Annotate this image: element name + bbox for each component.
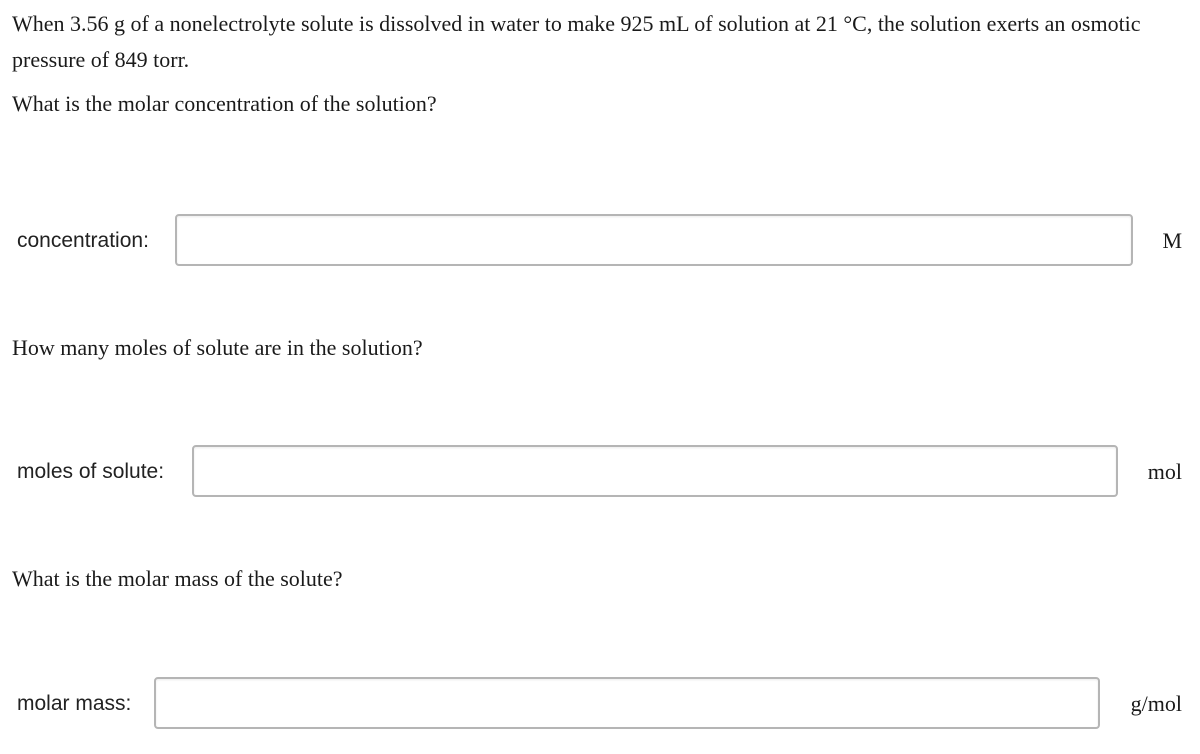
question-concentration: What is the molar concentration of the solution? bbox=[12, 91, 437, 116]
moles-unit: mol bbox=[1147, 459, 1182, 484]
molar-mass-input[interactable] bbox=[154, 677, 1100, 729]
concentration-label: concentration: bbox=[17, 229, 149, 252]
moles-input[interactable] bbox=[192, 445, 1118, 497]
question-molar-mass: What is the molar mass of the solute? bbox=[12, 566, 343, 591]
problem-intro: When 3.56 g of a nonelectrolyte solute is dissolved in water to make 925 mL of solution at 21 °C, the solution exerts an osmotic pressure of 849 torr. bbox=[12, 11, 1141, 72]
concentration-unit: M bbox=[1162, 228, 1182, 253]
concentration-input[interactable] bbox=[175, 214, 1133, 266]
answer-row-molar-mass bbox=[0, 677, 1200, 731]
problem-statement bbox=[12, 6, 1188, 78]
answer-row-concentration bbox=[0, 214, 1200, 268]
molar-mass-label: molar mass: bbox=[17, 692, 132, 715]
moles-label: moles of solute: bbox=[17, 460, 165, 483]
molar-mass-unit: g/mol bbox=[1130, 691, 1182, 716]
answer-row-moles bbox=[0, 445, 1200, 499]
question-moles: How many moles of solute are in the solution? bbox=[12, 335, 423, 360]
